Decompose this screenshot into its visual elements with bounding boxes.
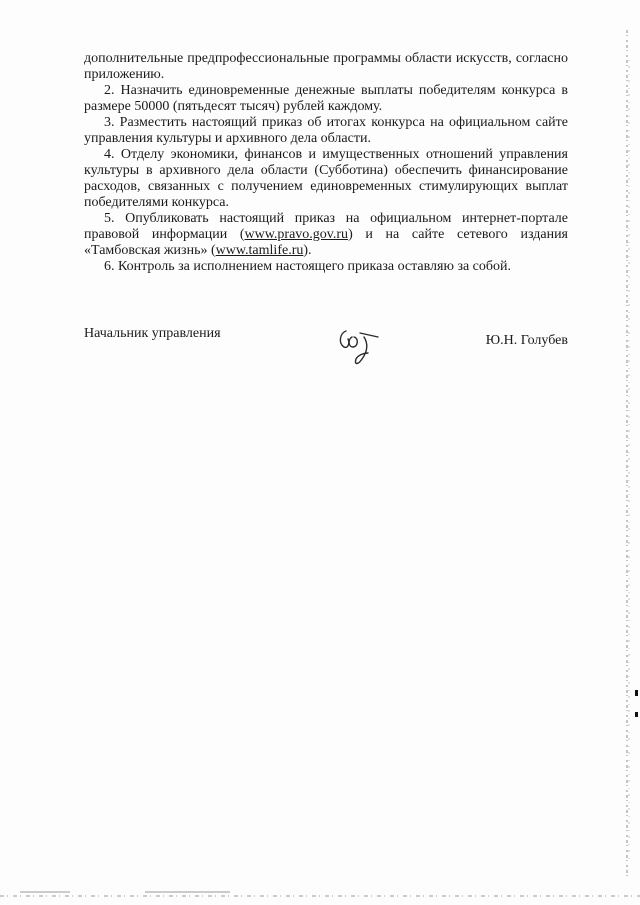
- signatory-title: Начальник управления: [84, 326, 221, 341]
- link-tamlife[interactable]: www.tamlife.ru: [215, 243, 304, 258]
- signature-block: [84, 323, 568, 373]
- paragraph-item-2: 2. Назначить единовременные денежные выплаты победителям конкурса в размере 50000 (пятьдесят тысяч) рублей каждому.: [84, 83, 568, 114]
- paragraph-item-5-text-after: ).: [303, 243, 312, 258]
- paragraph-item-6: 6. Контроль за исполнением настоящего приказа оставляю за собой.: [104, 259, 512, 274]
- paragraph-item-5: [84, 211, 568, 259]
- paragraph-intro-continuation: дополнительные предпрофессиональные программы области искусств, согласно приложению.: [84, 51, 568, 82]
- scan-bottom-artifact: [0, 865, 640, 905]
- handwritten-signature: [334, 323, 386, 369]
- paragraph-item-4: 4. Отделу экономики, финансов и имущественных отношений управления культуры в архивного дела области (Субботина) обеспечить финансирование расходов, связанных с получением единовременных стимулирующих выплат победителями конкурса.: [84, 147, 568, 210]
- document-body: [84, 51, 568, 275]
- link-pravo[interactable]: www.pravo.gov.ru: [244, 227, 349, 242]
- signatory-name: Ю.Н. Голубев: [485, 333, 568, 348]
- paragraph-item-5-text-before: 5. Опубликовать настоящий приказ на официальном интернет-портале правовой информации (: [84, 211, 568, 242]
- scan-edge-artifact: [600, 0, 640, 905]
- paragraph-item-3: 3. Разместить настоящий приказ об итогах конкурса на официальном сайте управления культуры и архивного дела области.: [84, 115, 568, 146]
- paragraph-item-5-text-middle: ) и на сайте сетевого издания «Тамбовская жизнь» (: [84, 227, 568, 258]
